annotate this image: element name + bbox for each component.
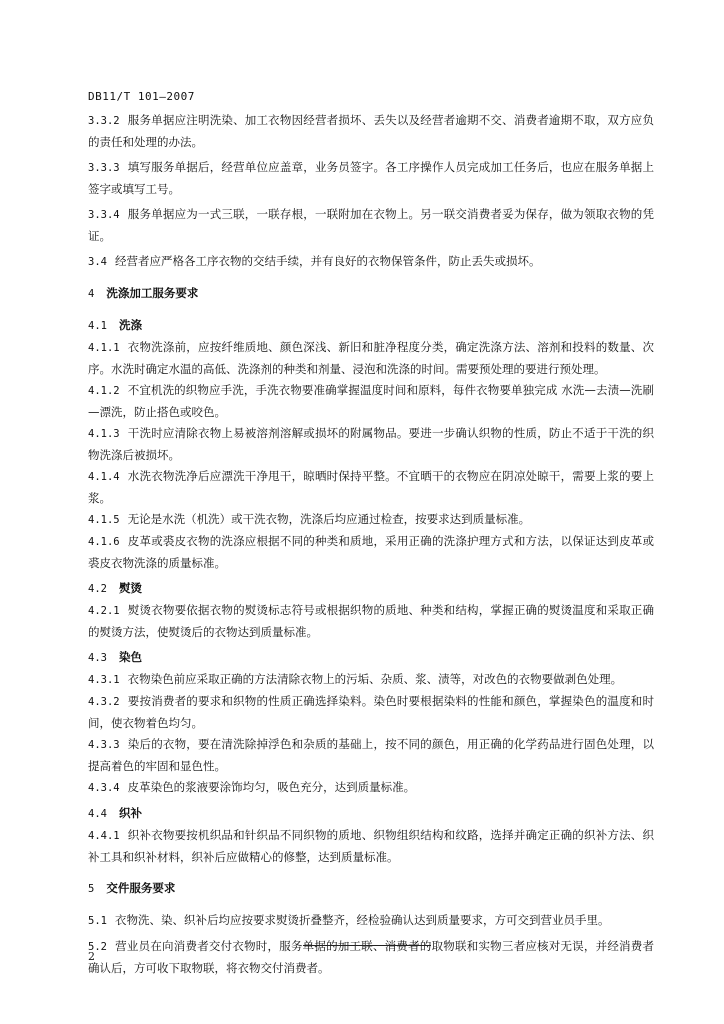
clause-number: 4.3.1 <box>88 674 120 686</box>
clause-4-1-3 <box>88 423 654 466</box>
section-number: 4 <box>88 288 95 300</box>
clause-3-3-2 <box>88 110 654 153</box>
clause-4-3-2 <box>88 691 654 734</box>
clause-text: 熨烫衣物要依据衣物的熨烫标志符号或根据织物的质地、种类和结构，掌握正确的熨烫温度和采取正确的熨烫方法，使熨烫后的衣物达到质量标准。 <box>88 603 654 639</box>
clause-number: 4.2.1 <box>88 605 120 617</box>
section-heading-5 <box>88 878 654 900</box>
clause-4-3-3 <box>88 734 654 777</box>
clause-4-1-2 <box>88 380 654 423</box>
clause-5-2 <box>88 936 654 979</box>
section-heading-4 <box>88 283 654 305</box>
clause-text: 衣物洗涤前，应按纤维质地、颜色深浅、新旧和脏净程度分类，确定洗涤方法、溶剂和投料的数量、次序。水洗时确定水温的高低、洗涤剂的种类和剂量、浸泡和洗涤的时间。需要预处理的要进行预处理。 <box>88 340 654 376</box>
clause-text: 不宜机洗的织物应手洗，手洗衣物要准确掌握温度时间和原料，每件衣物要单独完成 水洗—去渍—洗刷—漂洗，防止搭色或咬色。 <box>88 383 654 419</box>
clause-text: 衣物洗、染、织补后均应按要求熨烫折叠整齐，经检验确认达到质量要求，方可交到营业员手里。 <box>114 913 610 927</box>
clause-number: 4.3.3 <box>88 739 120 751</box>
section-number: 4.2 <box>88 583 107 595</box>
clause-3-4 <box>88 251 654 273</box>
clause-number: 3.3.3 <box>88 162 120 174</box>
clause-number: 4.3.2 <box>88 696 120 708</box>
clause-number: 4.1.6 <box>88 536 120 548</box>
page-number: 2 <box>88 950 95 963</box>
clause-text: 衣物染色前应采取正确的方法清除衣物上的污垢、杂质、浆、渍等，对改色的衣物要做剥色处理。 <box>127 672 623 686</box>
clause-number: 4.3.4 <box>88 782 120 794</box>
clause-number: 4.1.4 <box>88 471 120 483</box>
clause-3-3-4 <box>88 204 654 247</box>
clause-text: 服务单据应为一式三联，一联存根，一联附加在衣物上。另一联交消费者妥为保存，做为领取衣物的凭证。 <box>88 207 654 243</box>
clause-text: 皮革染色的浆液要涂饰均匀，吸色充分，达到质量标准。 <box>127 780 416 794</box>
section-number: 4.1 <box>88 320 107 332</box>
subsection-heading-4-1 <box>88 315 654 337</box>
clause-number: 4.1.2 <box>88 385 120 397</box>
section-title: 熨烫 <box>118 581 142 595</box>
clause-number: 4.4.1 <box>88 830 120 842</box>
clause-number: 4.1.3 <box>88 428 120 440</box>
clause-text: 水洗衣物洗净后应漂洗干净甩干，晾晒时保持平整。不宜晒干的衣物应在阴凉处晾干，需要上浆的要上浆。 <box>88 469 654 505</box>
clause-text: 服务单据应注明洗染、加工衣物因经营者损坏、丢失以及经营者逾期不交、消费者逾期不取，双方应负的责任和处理的办法。 <box>88 113 654 149</box>
section-title: 染色 <box>118 650 142 664</box>
clause-number: 4.1.5 <box>88 514 120 526</box>
section-number: 5 <box>88 883 95 895</box>
clause-text: 填写服务单据后，经营单位应盖章，业务员签字。各工序操作人员完成加工任务后，也应在服务单据上签字或填写工号。 <box>88 160 654 196</box>
section-title: 洗涤 <box>118 318 142 332</box>
clause-5-1 <box>88 910 654 932</box>
clause-text: 要按消费者的要求和织物的性质正确选择染料。染色时要根据染料的性能和颜色，掌握染色的温度和时间，使衣物着色均匀。 <box>88 694 654 730</box>
section-number: 4.4 <box>88 808 107 820</box>
section-number: 4.3 <box>88 652 107 664</box>
subsection-heading-4-3 <box>88 647 654 669</box>
section-title: 交件服务要求 <box>106 881 176 895</box>
clause-4-2-1 <box>88 600 654 643</box>
document-body <box>88 110 654 979</box>
clause-text: 织补衣物要按机织品和针织品不同织物的质地、织物组织结构和纹路，选择并确定正确的织补方法、织补工具和织补材料，织补后应做精心的修整，达到质量标准。 <box>88 828 654 864</box>
clause-number: 3.4 <box>88 256 107 268</box>
clause-4-1-1 <box>88 337 654 380</box>
section-title: 织补 <box>118 806 142 820</box>
clause-3-3-3 <box>88 157 654 200</box>
clause-4-3-4 <box>88 777 654 799</box>
clause-4-1-6 <box>88 531 654 574</box>
clause-text: 染后的衣物，要在清洗除掉浮色和杂质的基础上，按不同的颜色，用正确的化学药品进行固色处理，以提高着色的牢固和显色性。 <box>88 737 654 773</box>
section-title: 洗涤加工服务要求 <box>106 286 199 300</box>
end-rule <box>303 945 431 946</box>
subsection-heading-4-4 <box>88 803 654 825</box>
clause-text: 经营者应严格各工序衣物的交结手续，并有良好的衣物保管条件，防止丢失或损坏。 <box>114 254 541 268</box>
clause-number: 4.1.1 <box>88 342 120 354</box>
clause-4-1-5 <box>88 509 654 531</box>
clause-text: 营业员在向消费者交付衣物时，服务单据的加工联、消费者的取物联和实物三者应核对无误，并经消费者确认后，方可收下取物联，将衣物交付消费者。 <box>88 939 654 975</box>
clause-number: 5.1 <box>88 915 107 927</box>
clause-4-1-4 <box>88 466 654 509</box>
clause-number: 3.3.4 <box>88 209 120 221</box>
clause-number: 5.2 <box>88 941 107 953</box>
clause-number: 3.3.2 <box>88 115 120 127</box>
clause-text: 无论是水洗（机洗）或干洗衣物，洗涤后均应通过检查，按要求达到质量标准。 <box>127 512 531 526</box>
clause-text: 干洗时应清除衣物上易被溶剂溶解或损坏的附属物品。要进一步确认织物的性质，防止不适于干洗的织物洗涤后被损坏。 <box>88 426 654 462</box>
clause-4-3-1 <box>88 669 654 691</box>
subsection-heading-4-2 <box>88 578 654 600</box>
clause-4-4-1 <box>88 825 654 868</box>
clause-text: 皮革或裘皮衣物的洗涤应根据不同的种类和质地，采用正确的洗涤护理方式和方法，以保证达到皮革或裘皮衣物洗涤的质量标准。 <box>88 534 654 570</box>
standard-code: DB11/T 101—2007 <box>88 90 195 103</box>
